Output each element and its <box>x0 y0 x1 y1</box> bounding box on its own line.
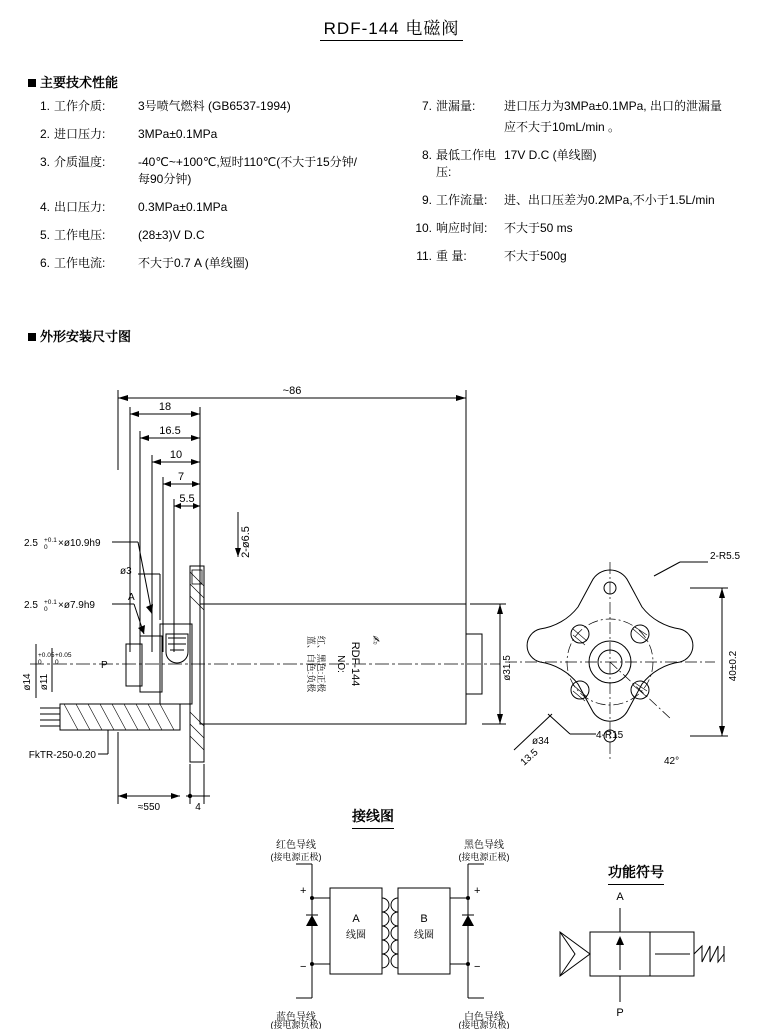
dim-d14-tol-dn: 0 <box>38 659 42 666</box>
bullet-square-icon <box>28 333 36 341</box>
spec-item <box>410 220 770 237</box>
polarity-minus-left: − <box>300 961 307 973</box>
page-title-text: RDF-144 电磁阀 <box>320 19 464 41</box>
spec-value: -40℃~+100℃,短时110℃(不大于15分钟/每90分钟) <box>138 155 357 186</box>
red-lead-sub: (接电源正极) <box>270 852 322 862</box>
dim-18: 18 <box>158 401 172 413</box>
spec-item <box>28 154 358 188</box>
spec-item <box>28 255 358 272</box>
spec-number: 8. <box>421 148 432 162</box>
spec-number: 6. <box>39 256 50 270</box>
dim-42deg: 42° <box>664 756 680 767</box>
specs-heading-text: 主要技术性能 <box>40 75 119 90</box>
spec-item <box>28 227 358 244</box>
symbol-heading <box>608 862 664 885</box>
dim-d11-tol-dn: 0 <box>55 659 59 666</box>
spec-number: 4. <box>39 200 50 214</box>
spec-value <box>498 98 722 136</box>
dim-d11: ø11 <box>39 673 50 691</box>
dim-d31-5: ø31.5 <box>502 655 513 681</box>
symbol-port-a: A <box>616 891 624 903</box>
drawing-svg <box>0 352 783 1029</box>
blue-lead-label: 蓝色导线 <box>276 1012 316 1023</box>
wiring-heading-text: 接线图 <box>352 808 394 824</box>
note-10-9: 2.5 <box>24 538 38 549</box>
coil-b-label: B <box>420 913 428 925</box>
spec-value: 3MPa±0.1MPa <box>138 127 218 141</box>
dim-overall-length: ~86 <box>282 385 302 397</box>
dimension-heading-text: 外形安装尺寸图 <box>40 329 132 344</box>
spec-value-line2: 应不大于10mL/min 。 <box>504 120 621 134</box>
dim-16-5: 16.5 <box>159 425 181 437</box>
note-10-9-rest: ×ø10.9h9 <box>58 538 101 549</box>
dim-d14-tol-up: +0.05 <box>38 652 55 659</box>
spec-number: 7. <box>421 99 432 113</box>
spec-number: 9. <box>421 193 432 207</box>
spec-value: (28±3)V D.C <box>138 228 205 242</box>
spec-value: 0.3MPa±0.1MPa <box>138 200 228 214</box>
spec-number: 11. <box>416 249 432 263</box>
spec-label: 介质温度: <box>54 155 106 169</box>
note-7-9: 2.5 <box>24 600 38 611</box>
spec-value: 17V D.C (单线圈) <box>504 148 597 162</box>
body-colors-2: 蓝、白色:负极 <box>306 635 316 693</box>
dim-2-d6-5: 2-ø6.5 <box>240 526 252 558</box>
body-colors-1: 红、黑色:正极 <box>316 635 326 693</box>
note-7-9-tol-up: +0.1 <box>44 599 57 606</box>
spec-number: 1. <box>39 99 50 113</box>
dimension-heading <box>28 326 131 345</box>
spec-label: 工作流量: <box>436 193 488 207</box>
black-lead-sub: (接电源正极) <box>458 852 510 862</box>
wire-spec-label: FkTR-250-0.20 <box>28 750 96 761</box>
white-lead-label: 白色导线 <box>464 1012 504 1023</box>
note-7-9-tol-dn: 0 <box>44 606 48 613</box>
body-model: RDF-144 <box>349 641 361 687</box>
coil-a-sub: 线圈 <box>346 930 366 941</box>
dim-d3: ø3 <box>120 566 132 577</box>
spec-label: 工作介质: <box>54 99 106 113</box>
spec-label: 工作电流: <box>54 256 106 270</box>
symbol-port-p: P <box>616 1007 624 1019</box>
spec-value: 3号喷气燃料 (GB6537-1994) <box>138 99 291 113</box>
page-title <box>0 14 783 39</box>
spec-label: 响应时间: <box>436 221 488 235</box>
dim-13-5: 13.5 <box>518 747 541 769</box>
technical-drawing <box>0 352 783 1029</box>
spec-label: 最低工作电压: <box>436 148 497 179</box>
red-lead-label: 红色导线 <box>276 840 316 851</box>
spec-item <box>410 248 770 265</box>
dim-4-r15: 4-R15 <box>596 730 624 741</box>
spec-label: 出口压力: <box>54 200 106 214</box>
dim-5-5: 5.5 <box>179 493 195 505</box>
symbol-heading-text: 功能符号 <box>608 864 664 880</box>
spec-item <box>410 147 770 181</box>
coil-a-label: A <box>352 913 360 925</box>
spec-value: 进、出口压差为0.2MPa,不小于1.5L/min <box>504 193 715 207</box>
spec-number: 3. <box>39 155 50 169</box>
spec-value: 不大于500g <box>504 249 567 263</box>
spec-label: 泄漏量: <box>436 99 476 113</box>
specs-list-right <box>410 98 770 276</box>
dim-4: 4 <box>195 802 201 813</box>
label-A: A <box>128 592 135 603</box>
spec-number: 2. <box>39 127 50 141</box>
polarity-plus-left: + <box>300 885 307 897</box>
spec-item <box>28 98 358 115</box>
blue-lead-sub: (接电源负极) <box>270 1020 322 1029</box>
note-10-9-tol-dn: 0 <box>44 544 48 551</box>
specs-heading <box>28 72 118 91</box>
spec-item <box>410 192 770 209</box>
polarity-plus-right: + <box>474 885 481 897</box>
spec-value-line1: 进口压力为3MPa±0.1MPa, 出口的泄漏量 <box>504 99 722 113</box>
spec-label: 工作电压: <box>54 228 106 242</box>
label-P: P <box>101 660 108 671</box>
spec-value: 不大于0.7 A (单线圈) <box>138 256 249 270</box>
note-7-9-rest: ×ø7.9h9 <box>58 600 95 611</box>
dim-d14: ø14 <box>22 673 33 691</box>
dim-d11-tol-up: +0.05 <box>55 652 72 659</box>
dim-d34: ø34 <box>532 736 550 747</box>
black-lead-label: 黑色导线 <box>464 840 504 851</box>
dim-2-r5-5: 2-R5.5 <box>710 551 741 562</box>
spec-label: 进口压力: <box>54 127 106 141</box>
polarity-minus-right: − <box>474 961 481 973</box>
body-mark-icon: ✍ <box>369 635 381 645</box>
spec-value: 不大于50 ms <box>504 221 573 235</box>
spec-item <box>410 98 770 136</box>
dim-550: ≈550 <box>137 802 161 813</box>
note-10-9-tol-up: +0.1 <box>44 537 57 544</box>
white-lead-sub: (接电源负极) <box>458 1020 510 1029</box>
dim-10: 10 <box>169 449 183 461</box>
spec-number: 5. <box>39 228 50 242</box>
coil-b-sub: 线圈 <box>414 930 434 941</box>
bullet-square-icon <box>28 79 36 87</box>
specs-list-left <box>28 98 358 283</box>
dim-7: 7 <box>177 471 185 483</box>
wiring-heading <box>352 806 394 829</box>
dim-40: 40±0.2 <box>728 650 739 682</box>
spec-number: 10. <box>415 221 432 235</box>
spec-item <box>28 126 358 143</box>
body-no: NO: <box>335 655 346 673</box>
spec-item <box>28 199 358 216</box>
spec-label: 重 量: <box>436 249 467 263</box>
